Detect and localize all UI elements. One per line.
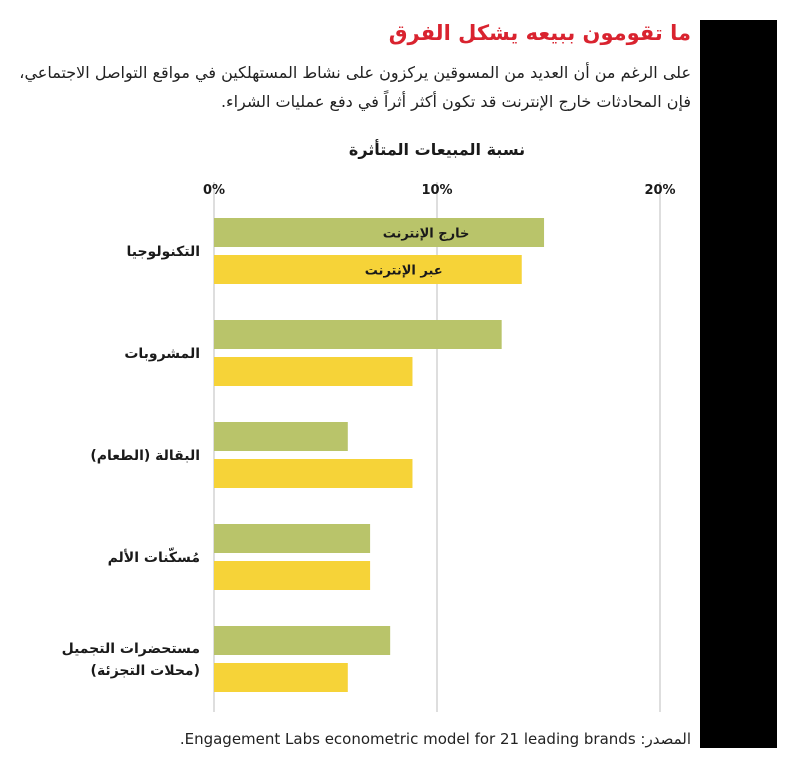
category-label: المشروبات: [124, 346, 200, 362]
series-label: عبر الإنترنت: [364, 263, 443, 279]
bar: [214, 524, 370, 553]
chart-subtitle: على الرغم من أن العديد من المسوقين يركزون على نشاط المستهلكين في مواقع التواصل الاجتماعي، فإن المحادثات خارج الإنترنت قد تكون أكثر أثراً في دفع عمليات الشراء.: [19, 63, 691, 111]
series-label: خارج الإنترنت: [382, 226, 470, 242]
chart-title: ما تقومون ببيعه يشكل الفرق: [388, 21, 691, 45]
bar: [214, 422, 348, 451]
bar: [214, 626, 390, 655]
x-tick-label: 0%: [202, 183, 226, 198]
bar: [214, 218, 544, 247]
source-note: المصدر: Engagement Labs econometric model for 21 leading brands.: [179, 730, 691, 748]
bar: [214, 357, 412, 386]
category-label: مستحضرات التجميل: [61, 641, 200, 657]
category-label: (محلات التجزئة): [90, 663, 200, 679]
bar: [214, 561, 370, 590]
bar: [214, 320, 502, 349]
bar: [214, 459, 412, 488]
category-label: التكنولوجيا: [126, 244, 200, 260]
x-tick-label: 10%: [421, 183, 453, 198]
x-axis-title: نسبة المبيعات المتأثرة: [348, 140, 526, 159]
x-tick-label: 20%: [644, 183, 676, 198]
category-label: البقالة (الطعام): [90, 448, 200, 464]
category-label: مُسكّنات الألم: [107, 550, 200, 566]
bar: [214, 663, 348, 692]
